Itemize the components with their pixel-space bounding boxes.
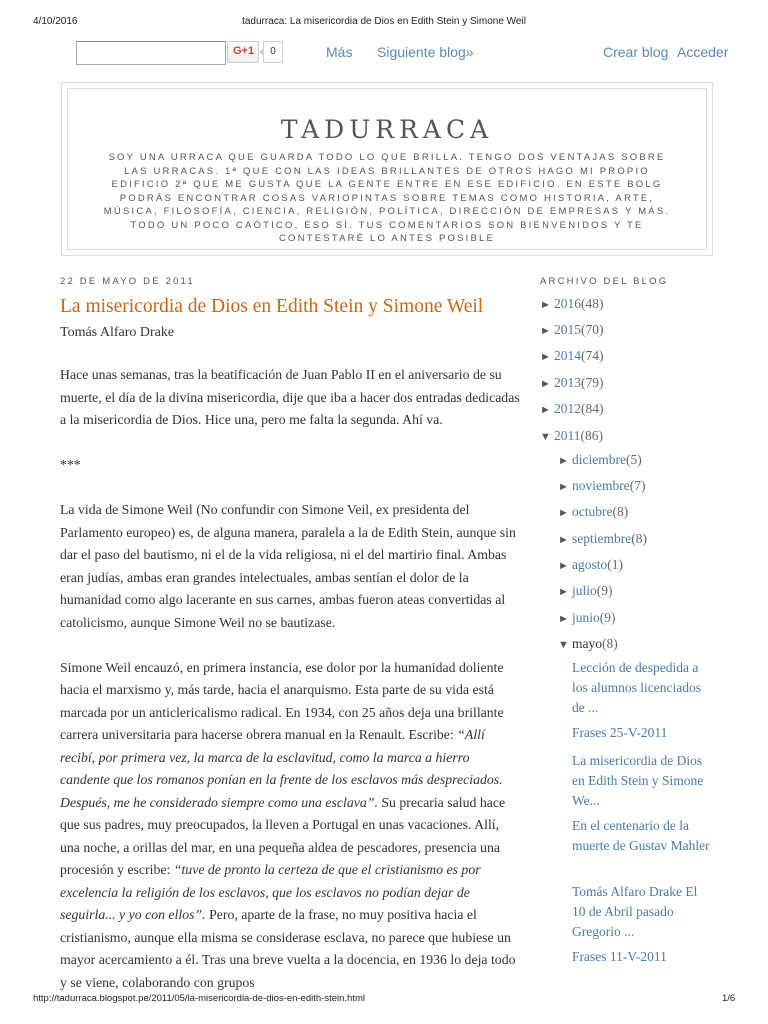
- post-separator: ***: [60, 457, 81, 472]
- expand-arrow-icon[interactable]: ►: [558, 560, 569, 572]
- blogger-navbar: [0, 38, 768, 68]
- archive-count: (74): [581, 348, 604, 363]
- expand-arrow-icon[interactable]: ►: [558, 481, 569, 493]
- post-body: [60, 364, 522, 1017]
- archive-year-label[interactable]: 2014: [554, 348, 581, 363]
- create-blog-link[interactable]: Crear blog: [603, 44, 669, 60]
- blog-header-inner: [67, 88, 707, 250]
- archive-year-2016[interactable]: [540, 296, 604, 316]
- archive-post-link[interactable]: Lección de despedida a los alumnos licenciados de ...: [572, 660, 701, 715]
- next-blog-link[interactable]: Siguiente blog»: [377, 44, 474, 60]
- archive-year-label[interactable]: 2011: [554, 428, 581, 443]
- archive-month-label[interactable]: octubre: [572, 504, 613, 519]
- archive-year-label[interactable]: 2016: [554, 296, 581, 311]
- post-text: Pero, aparte de la frase, no muy positiva hacia el cristianismo, aunque ella misma se considerase esclava, no parece que hubiese un mayor acercamiento a él. Tras una breve vuelta a la docencia, en 1936 lo deja todo y se viene, colaborando con grupos: [60, 907, 516, 990]
- archive-month-label[interactable]: julio: [572, 583, 597, 598]
- post-text: Su precaria salud hace que sus padres, muy preocupados, la lleven a Portugal en unas vacaciones. Allí, una noche, a orillas del mar, en una pequeña aldea de pescadores, presencia una procesión y escribe:: [60, 794, 506, 877]
- archive-month-junio[interactable]: [558, 610, 616, 630]
- archive-count: (8): [602, 636, 618, 651]
- archive-title: ARCHIVO DEL BLOG: [540, 276, 669, 287]
- archive-year-2015[interactable]: [540, 322, 604, 342]
- archive-year-2012[interactable]: [540, 401, 604, 421]
- archive-count: (9): [599, 610, 616, 625]
- sign-in-link[interactable]: Acceder: [677, 44, 729, 60]
- search-input[interactable]: [76, 41, 226, 65]
- archive-count: (86): [580, 428, 603, 443]
- archive-count: (7): [629, 478, 646, 493]
- archive-month-julio[interactable]: [558, 583, 613, 603]
- archive-year-2013[interactable]: [540, 375, 604, 395]
- archive-year-2011[interactable]: [540, 428, 603, 448]
- expand-arrow-icon[interactable]: ►: [540, 404, 551, 416]
- archive-month-septiembre[interactable]: [558, 531, 647, 551]
- archive-count: (84): [581, 401, 604, 416]
- print-header: [0, 16, 768, 32]
- expand-arrow-icon[interactable]: ►: [558, 534, 569, 546]
- archive-count: (8): [631, 531, 647, 546]
- archive-month-diciembre[interactable]: [558, 452, 642, 472]
- archive-month-label[interactable]: diciembre: [572, 452, 626, 467]
- post-date: 22 DE MAYO DE 2011: [60, 276, 195, 287]
- archive-month-label[interactable]: noviembre: [572, 478, 630, 493]
- print-page-number: 1/6: [722, 993, 736, 1004]
- archive-count: (79): [581, 375, 604, 390]
- archive-year-label[interactable]: 2015: [554, 322, 581, 337]
- archive-year-label[interactable]: 2012: [554, 401, 581, 416]
- post-author: Tomás Alfaro Drake: [60, 325, 175, 340]
- archive-month-octubre[interactable]: [558, 504, 628, 524]
- archive-month-mayo[interactable]: [558, 636, 618, 656]
- archive-month-label[interactable]: mayo: [572, 636, 602, 651]
- archive-year-label[interactable]: 2013: [554, 375, 581, 390]
- collapse-arrow-icon[interactable]: ▼: [558, 639, 569, 651]
- archive-count: (1): [607, 557, 623, 572]
- print-date: 4/10/2016: [33, 16, 78, 27]
- archive-count: (48): [581, 296, 604, 311]
- google-plus-count: 0: [263, 41, 283, 63]
- archive-month-label[interactable]: junio: [572, 610, 600, 625]
- blog-title[interactable]: TADURRACA: [280, 115, 494, 144]
- archive-post-link[interactable]: Frases 11-V-2011: [572, 949, 667, 964]
- more-link[interactable]: Más: [326, 44, 353, 60]
- archive-count: (9): [596, 583, 613, 598]
- expand-arrow-icon[interactable]: ►: [558, 455, 569, 467]
- post-paragraph: Hace unas semanas, tras la beatificación de Juan Pablo II en el aniversario de su muerte, el día de la divina misericordia, dije que iba a hacer dos entradas dedicadas a la misericordia de Dios. Hice una, pero me falta la segunda. Ahí va.: [60, 367, 520, 427]
- expand-arrow-icon[interactable]: ►: [558, 586, 569, 598]
- expand-arrow-icon[interactable]: ►: [540, 351, 551, 363]
- archive-year-2014[interactable]: [540, 348, 604, 368]
- collapse-arrow-icon[interactable]: ▼: [540, 431, 551, 443]
- archive-post-link[interactable]: Tomás Alfaro Drake El 10 de Abril pasado Gregorio ...: [572, 884, 698, 939]
- post-text: Simone Weil encauzó, en primera instancia, ese dolor por la humanidad doliente hacia el marxismo y, más tarde, hacia el anarquismo. Esta parte de su vida está marcada por un anticlericalismo radical. En 1934, con 25 años deja una brillante carrera universitaria para hacerse obrera manual en la Renault. Escribe:: [60, 659, 504, 742]
- google-plus-icon: G+1: [233, 45, 255, 57]
- expand-arrow-icon[interactable]: ►: [540, 378, 551, 390]
- expand-arrow-icon[interactable]: ►: [540, 299, 551, 311]
- archive-post-link[interactable]: La misericordia de Dios en Edith Stein y Simone We...: [572, 753, 704, 808]
- blog-header: [61, 82, 713, 256]
- archive-month-agosto[interactable]: [558, 557, 623, 577]
- archive-count: (5): [625, 452, 642, 467]
- archive-post-link[interactable]: Frases 25-V-2011: [572, 725, 668, 740]
- archive-count: (70): [581, 322, 604, 337]
- expand-arrow-icon[interactable]: ►: [540, 325, 551, 337]
- expand-arrow-icon[interactable]: ►: [558, 613, 569, 625]
- post-title[interactable]: La misericordia de Dios en Edith Stein y Simone Weil: [60, 296, 484, 317]
- post-quote: “Allí recibí, por primera vez, la marca de la esclavitud, como la marca a hierro candente que los romanos ponían en la frente de los esclavos más despreciados. Después, me he considerado siempre como una esclava”.: [60, 727, 503, 810]
- archive-post-link[interactable]: En el centenario de la muerte de Gustav Mahler: [572, 818, 710, 853]
- print-url: http://tadurraca.blogspot.pe/2011/05/la-misericordia-de-dios-en-edith-stein.html: [33, 993, 365, 1004]
- post-paragraph: [60, 657, 522, 995]
- post-quote: “tuve de pronto la certeza de que el cristianismo es por excelencia la religión de los esclavos, que los esclavos no podían dejar de seguirla... y yo con ellos”.: [60, 862, 481, 922]
- expand-arrow-icon[interactable]: ►: [558, 507, 569, 519]
- print-title: tadurraca: La misericordia de Dios en Edith Stein y Simone Weil: [242, 16, 526, 27]
- archive-count: (8): [612, 504, 629, 519]
- archive-month-label[interactable]: agosto: [572, 557, 608, 572]
- google-plus-button[interactable]: [227, 41, 259, 63]
- archive-month-label[interactable]: septiembre: [572, 531, 632, 546]
- archive-month-noviembre[interactable]: [558, 478, 645, 498]
- blog-description: SOY UNA URRACA QUE GUARDA TODO LO QUE BRILLA. TENGO DOS VENTAJAS SOBRE LAS URRACAS. 1ª QUE CON LAS IDEAS BRILLANTES DE OTROS HAGO MI PROPIO EDIFICIO 2ª QUE ME GUSTA QUE LA GENTE ENTRE EN ESE EDIFICIO. EN ESTE BOLG PODRÁS ENCONTRAR COSAS VARIOPINTAS SOBRE TEMAS COMO HISTORIA, ARTE, MÚSICA, FILOSOFÍA, CIENCIA, RELIGIÓN, POLÍTICA, DIRECCIÓN DE EMPRESAS Y MÁS. TODO UN POCO CAÓTICO, ESO SÍ. TUS COMENTARIOS SON BIENVENIDOS Y TE CONTESTARÉ LO ANTES POSIBLE: [103, 152, 671, 244]
- post-paragraph: La vida de Simone Weil (No confundir con Simone Veil, ex presidenta del Parlamento europeo) es, de alguna manera, paralela a la de Edith Stein, aunque sin dar el paso del bautismo, ni el de la vida religiosa, ni el del martirio final. Ambas eran judías, ambas eran grandes intelectuales, ambas sentían el dolor de la humanidad como algo lacerante en sus carnes, ambas fueron ateas convertidas al catolicismo, aunque Simone Weil no se bautizase.: [60, 502, 516, 630]
